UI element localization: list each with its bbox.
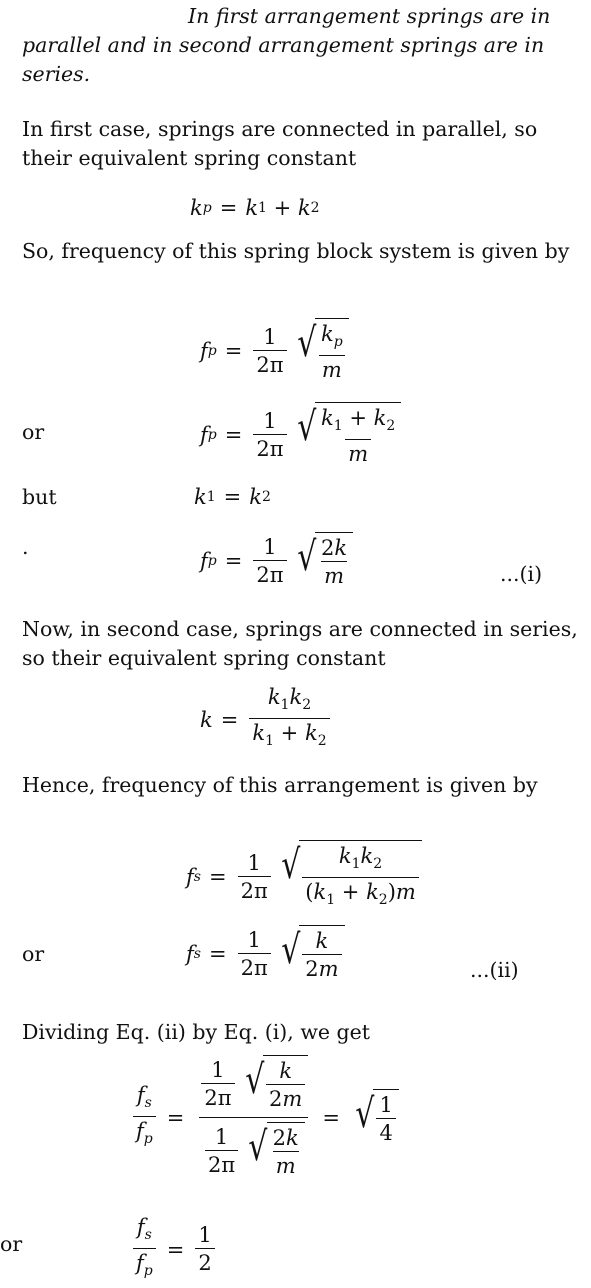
equation-fs-2: f s = $\frac{1}{2\pi}$ √ $\frac{k}{2m}$	[186, 925, 345, 983]
paragraph-parallel: In first case, springs are connected in parallel, so their equivalent spring constant	[22, 117, 538, 170]
label-dot: .	[22, 535, 29, 559]
paragraph-dividing: Dividing Eq. (ii) by Eq. (i), we get	[22, 1020, 371, 1044]
paragraph-frequency-parallel: So, frequency of this spring block system is given by	[22, 239, 570, 263]
equation-fp-1: f p = $\frac{1}{2\pi}$ √ $\frac{k_p}{m}$	[200, 318, 349, 384]
equation-fp-2: f p = $\frac{1}{2\pi}$ √ $\frac{k_1 + k_2}{m}$	[200, 402, 401, 468]
label-or-3: or	[0, 1232, 23, 1256]
equation-fp-3: f p = $\frac{1}{2\pi}$ √ $\frac{2k}{m}$	[200, 532, 353, 590]
label-but: but	[22, 485, 57, 509]
paragraph-frequency-series: Hence, frequency of this arrangement is given by	[22, 773, 538, 797]
label-or-1: or	[22, 420, 45, 444]
equation-ratio: $\frac{f_s}{f_p}$ = $\frac{1}{2\pi}$ √ $\frac{k}{2m}$ $\frac{1}{2\pi}$ √ $\frac{2k}{m}$ = √ $\frac{1}{4}$	[130, 1055, 399, 1180]
equation-final: $\frac{f_s}{f_p}$ = $\frac{1}{2}$	[130, 1214, 218, 1285]
equation-tag-ii: ...(ii)	[470, 958, 519, 982]
label-or-2: or	[22, 942, 45, 966]
paragraph-series: Now, in second case, springs are connected in series, so their equivalent spring constant	[22, 617, 578, 670]
intro-text: In first arrangement springs are in parallel and in second arrangement springs are in series.	[22, 4, 551, 86]
equation-fs-1: f s = $\frac{1}{2\pi}$ √ $\frac{k_1k_2}{(k_1 + k_2)m}$	[186, 840, 422, 914]
equation-k1-eq-k2: k 1 = k 2	[194, 485, 271, 509]
equation-tag-i: ...(i)	[500, 562, 543, 586]
equation-k-series: k = $\frac{k_1k_2}{k_1 + k_2}$	[200, 684, 333, 755]
equation-kp: k p = k 1 + k 2	[190, 196, 320, 220]
